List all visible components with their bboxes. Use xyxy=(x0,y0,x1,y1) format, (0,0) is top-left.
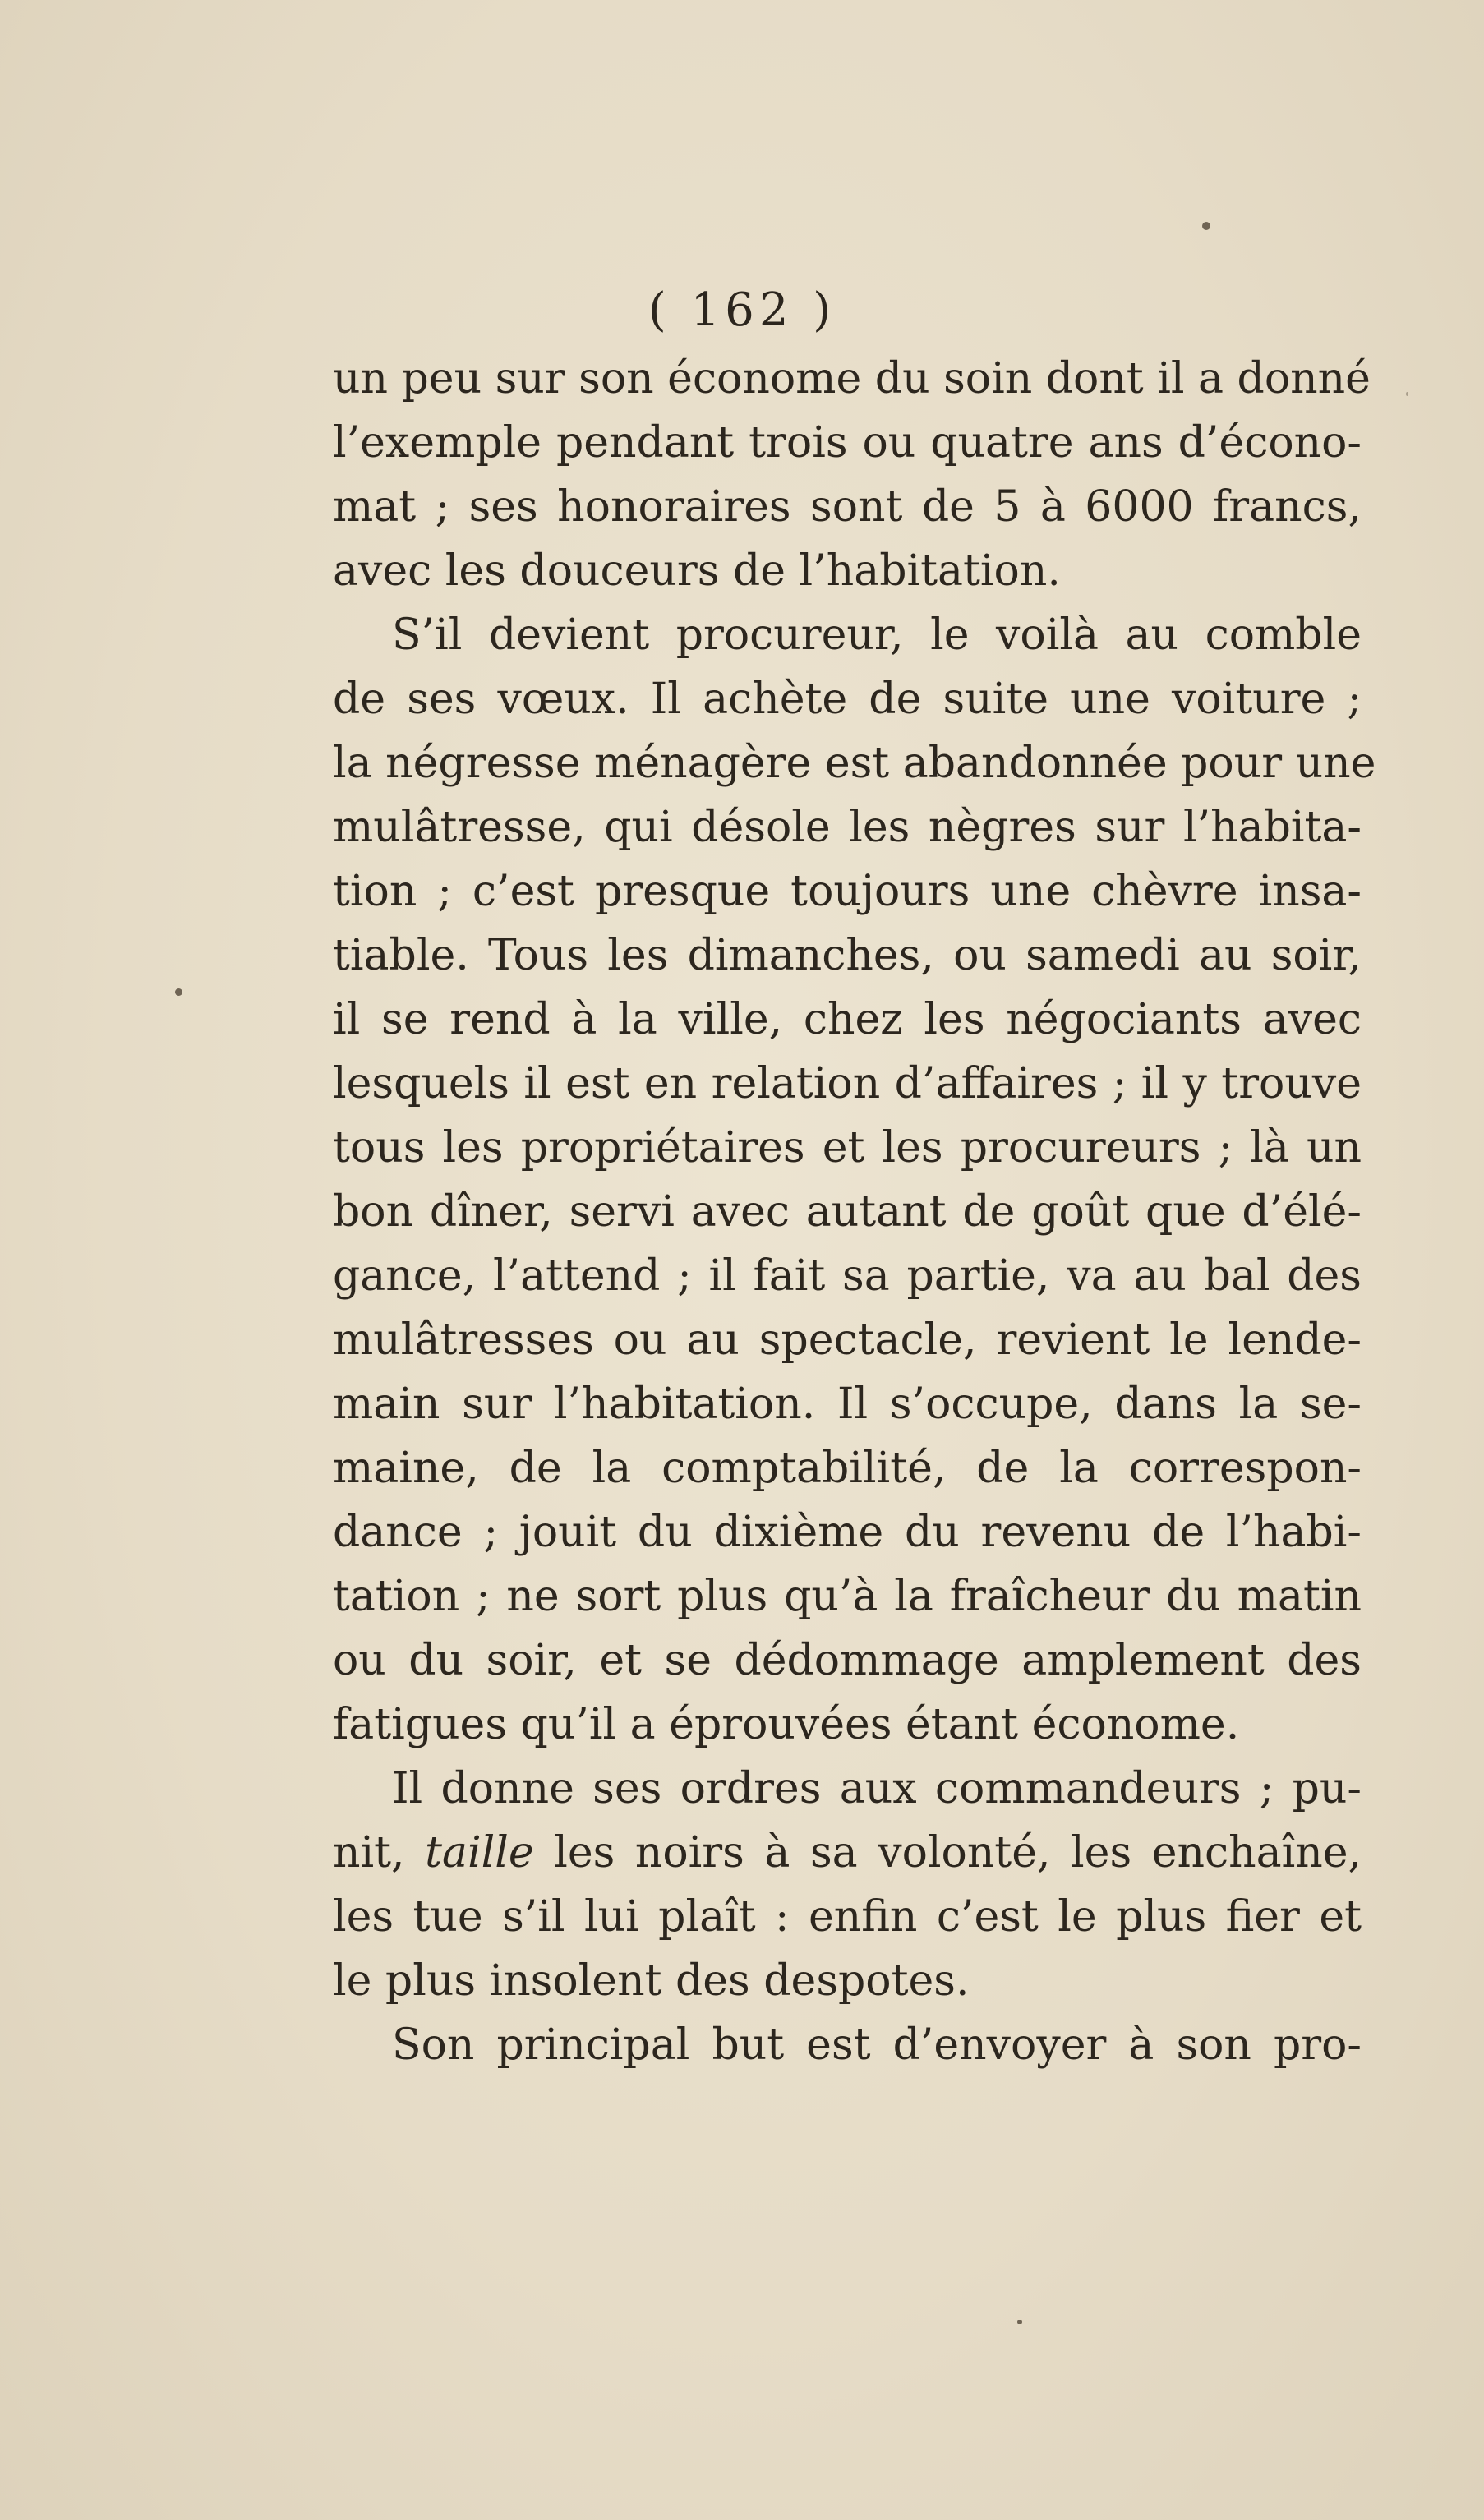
text-line: de ses vœux. Il achète de suite une voiture ; xyxy=(333,675,1362,724)
paper-speck xyxy=(1406,392,1408,396)
text-line: tiable. Tous les dimanches, ou samedi au soir, xyxy=(333,931,1362,980)
text-line: mat ; ses honoraires sont de 5 à 6000 francs, xyxy=(333,482,1362,532)
page-number: ( 162 ) xyxy=(648,283,836,337)
text-line: mulâtresse, qui désole les nègres sur l’habita- xyxy=(333,803,1362,852)
paper-speck xyxy=(175,988,182,996)
text-line: mulâtresses ou au spectacle, revient le lende- xyxy=(333,1315,1362,1365)
text-line: l’exemple pendant trois ou quatre ans d’écono- xyxy=(333,418,1362,468)
text-line: bon dîner, servi avec autant de goût que d’élé- xyxy=(333,1187,1362,1237)
body-text xyxy=(333,347,1376,2077)
text-line: tation ; ne sort plus qu’à la fraîcheur du matin xyxy=(333,1572,1362,1621)
text-fragment: les noirs à sa volonté, les enchaîne, xyxy=(533,1828,1362,1877)
text-line: tion ; c’est presque toujours une chèvre insa- xyxy=(333,867,1362,916)
text-line: le plus insolent des despotes. xyxy=(333,1956,970,2006)
text-line: gance, l’attend ; il fait sa partie, va au bal des xyxy=(333,1251,1362,1301)
paper-speck xyxy=(1017,2320,1022,2324)
text-line: maine, de la comptabilité, de la correspon- xyxy=(333,1444,1362,1493)
text-line: ou du soir, et se dédommage amplement des xyxy=(333,1636,1362,1685)
text-line: main sur l’habitation. Il s’occupe, dans la se- xyxy=(333,1380,1362,1429)
text-line: il se rend à la ville, chez les négociants avec xyxy=(333,995,1362,1044)
text-line: fatigues qu’il a éprouvées étant économe. xyxy=(333,1700,1240,1749)
text-line: un peu sur son économe du soin dont il a donné xyxy=(333,354,1371,403)
italic-word: taille xyxy=(425,1828,534,1877)
text-line: la négresse ménagère est abandonnée pour une xyxy=(333,739,1376,788)
text-line: tous les propriétaires et les procureurs ; là un xyxy=(333,1123,1362,1172)
text-line: les tue s’il lui plaît : enfin c’est le plus fier et xyxy=(333,1892,1362,1942)
text-line: lesquels il est en relation d’affaires ; il y trouve xyxy=(333,1059,1362,1108)
paragraph-start-line: Son principal but est d’envoyer à son pro- xyxy=(392,2020,1362,2070)
paragraph-start-line: S’il devient procureur, le voilà au comble xyxy=(392,610,1362,660)
text-line-with-italic xyxy=(333,1821,1362,1885)
text-fragment: nit, xyxy=(333,1828,426,1877)
paper-speck xyxy=(1202,222,1210,230)
paragraph-start-line: Il donne ses ordres aux commandeurs ; pu- xyxy=(392,1764,1362,1813)
text-line: avec les douceurs de l’habitation. xyxy=(333,546,1061,596)
text-line: dance ; jouit du dixième du revenu de l’habi- xyxy=(333,1508,1362,1557)
